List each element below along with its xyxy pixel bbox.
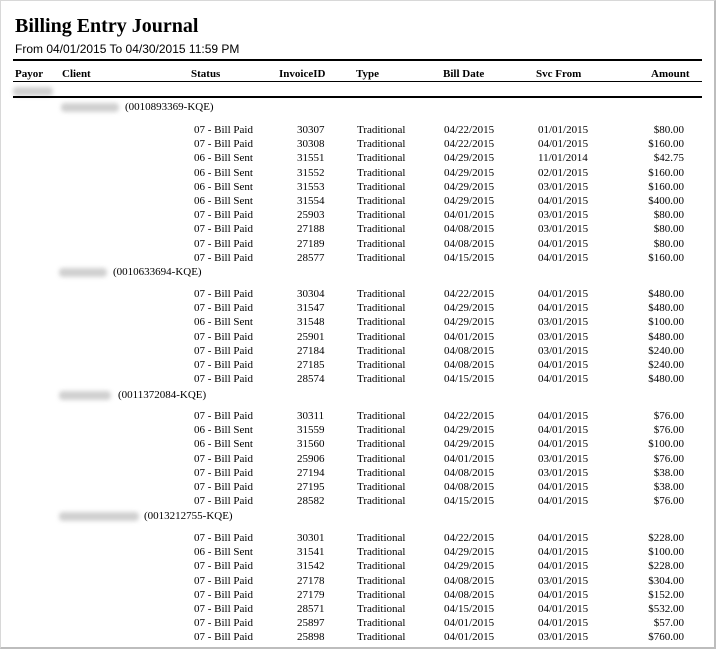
cell-invoice-id: 27189 [297,237,325,250]
cell-bill-date: 04/01/2015 [444,631,495,644]
cell-invoice-id: 30308 [297,138,325,151]
cell-bill-date: 04/22/2015 [444,124,495,136]
cell-type: Traditional [357,237,406,250]
cell-svc-from: 04/01/2015 [538,481,589,493]
cell-type: Traditional [357,481,406,493]
cell-bill-date: 04/29/2015 [444,316,495,329]
cell-amount: $240.00 [648,344,684,357]
cell-svc-from: 04/01/2015 [538,495,589,508]
cell-type: Traditional [357,195,406,207]
cell-svc-from: 04/01/2015 [538,251,589,264]
cell-amount: $38.00 [653,466,684,479]
cell-status: 07 - Bill Paid [194,302,253,315]
cell-bill-date: 04/22/2015 [444,532,495,544]
cell-amount: $80.00 [653,237,684,250]
col-header-type: Type [356,68,380,80]
cell-invoice-id: 31554 [297,195,325,207]
cell-svc-from: 04/01/2015 [538,195,589,207]
cell-invoice-id: 31548 [297,316,325,329]
cell-svc-from: 03/01/2015 [538,180,589,193]
cell-svc-from: 04/01/2015 [538,410,589,422]
cell-status: 07 - Bill Paid [194,288,253,300]
cell-type: Traditional [357,546,406,559]
cell-bill-date: 04/15/2015 [444,495,495,508]
cell-type: Traditional [357,574,406,587]
cell-type: Traditional [357,603,406,615]
cell-bill-date: 04/22/2015 [444,138,495,151]
cell-bill-date: 04/08/2015 [444,223,495,236]
cell-status: 07 - Bill Paid [194,532,253,544]
cell-bill-date: 04/29/2015 [444,152,495,165]
cell-svc-from: 04/01/2015 [538,424,589,437]
cell-amount: $480.00 [648,373,684,386]
header-rule-mid [13,81,702,82]
cell-invoice-id: 27195 [297,481,325,493]
cell-status: 07 - Bill Paid [194,466,253,479]
cell-bill-date: 04/15/2015 [444,373,495,386]
cell-invoice-id: 28574 [297,373,325,386]
cell-svc-from: 04/01/2015 [538,560,589,573]
cell-type: Traditional [357,138,406,151]
cell-status: 07 - Bill Paid [194,574,253,587]
cell-bill-date: 04/29/2015 [444,424,495,437]
cell-type: Traditional [357,330,406,343]
cell-status: 07 - Bill Paid [194,481,253,493]
cell-amount: $160.00 [648,180,684,193]
cell-invoice-id: 31551 [297,152,325,165]
cell-bill-date: 04/08/2015 [444,481,495,493]
col-header-svc-from: Svc From [536,68,582,80]
cell-bill-date: 04/08/2015 [444,359,495,371]
cell-bill-date: 04/15/2015 [444,603,495,615]
cell-type: Traditional [357,344,406,357]
cell-invoice-id: 31560 [297,438,325,451]
cell-amount: $80.00 [653,223,684,236]
cell-type: Traditional [357,251,406,264]
cell-type: Traditional [357,617,406,630]
cell-status: 07 - Bill Paid [194,344,253,357]
cell-invoice-id: 27194 [297,466,325,479]
cell-status: 07 - Bill Paid [194,251,253,264]
client-account-id: (0010633694-KQE) [113,266,202,278]
cell-svc-from: 04/01/2015 [538,617,589,630]
cell-status: 07 - Bill Paid [194,330,253,343]
cell-amount: $38.00 [653,481,684,493]
cell-bill-date: 04/22/2015 [444,288,495,300]
cell-invoice-id: 31547 [297,302,325,315]
cell-type: Traditional [357,588,406,601]
cell-bill-date: 04/29/2015 [444,546,495,559]
cell-bill-date: 04/08/2015 [444,588,495,601]
cell-type: Traditional [357,452,406,465]
cell-amount: $480.00 [648,330,684,343]
cell-bill-date: 04/01/2015 [444,330,495,343]
cell-amount: $80.00 [653,209,684,222]
cell-svc-from: 02/01/2015 [538,166,589,179]
cell-amount: $42.75 [653,152,684,165]
cell-svc-from: 04/01/2015 [538,438,589,451]
cell-svc-from: 04/01/2015 [538,373,589,386]
cell-svc-from: 03/01/2015 [538,330,589,343]
cell-type: Traditional [357,359,406,371]
header-rule-bottom [13,96,702,98]
cell-bill-date: 04/29/2015 [444,438,495,451]
cell-status: 07 - Bill Paid [194,359,253,371]
cell-bill-date: 04/29/2015 [444,166,495,179]
cell-type: Traditional [357,288,406,300]
cell-status: 07 - Bill Paid [194,617,253,630]
cell-svc-from: 03/01/2015 [538,209,589,222]
cell-invoice-id: 30304 [297,288,325,300]
cell-status: 07 - Bill Paid [194,237,253,250]
cell-invoice-id: 31552 [297,166,325,179]
cell-amount: $160.00 [648,251,684,264]
cell-amount: $400.00 [648,195,684,207]
cell-amount: $532.00 [648,603,684,615]
cell-type: Traditional [357,302,406,315]
cell-type: Traditional [357,532,406,544]
cell-svc-from: 03/01/2015 [538,574,589,587]
cell-bill-date: 04/08/2015 [444,574,495,587]
cell-amount: $160.00 [648,138,684,151]
cell-invoice-id: 25906 [297,452,325,465]
cell-invoice-id: 31542 [297,560,325,573]
cell-invoice-id: 31553 [297,180,325,193]
cell-invoice-id: 27188 [297,223,325,236]
cell-status: 06 - Bill Sent [194,438,253,451]
header-rule-top [13,59,702,61]
cell-svc-from: 03/01/2015 [538,223,589,236]
redacted-client-name [59,268,107,277]
cell-amount: $228.00 [648,532,684,544]
col-header-amount: Amount [651,68,690,80]
cell-type: Traditional [357,124,406,136]
cell-svc-from: 03/01/2015 [538,344,589,357]
cell-status: 06 - Bill Sent [194,546,253,559]
cell-svc-from: 03/01/2015 [538,466,589,479]
cell-svc-from: 04/01/2015 [538,532,589,544]
cell-type: Traditional [357,410,406,422]
cell-amount: $76.00 [653,495,684,508]
cell-amount: $152.00 [648,588,684,601]
report-date-range: From 04/01/2015 To 04/30/2015 11:59 PM [15,42,240,56]
cell-status: 07 - Bill Paid [194,209,253,222]
cell-type: Traditional [357,495,406,508]
cell-type: Traditional [357,209,406,222]
cell-type: Traditional [357,373,406,386]
cell-invoice-id: 30311 [297,410,325,422]
cell-bill-date: 04/08/2015 [444,466,495,479]
cell-status: 07 - Bill Paid [194,124,253,136]
cell-status: 06 - Bill Sent [194,195,253,207]
cell-svc-from: 04/01/2015 [538,603,589,615]
client-account-id: (0011372084-KQE) [118,389,207,401]
cell-status: 07 - Bill Paid [194,223,253,236]
cell-svc-from: 03/01/2015 [538,452,589,465]
cell-invoice-id: 28571 [297,603,325,615]
redacted-client-name [59,391,111,400]
cell-amount: $304.00 [648,574,684,587]
cell-bill-date: 04/08/2015 [444,344,495,357]
cell-bill-date: 04/29/2015 [444,195,495,207]
cell-status: 06 - Bill Sent [194,152,253,165]
cell-svc-from: 04/01/2015 [538,359,589,371]
cell-type: Traditional [357,152,406,165]
cell-status: 07 - Bill Paid [194,631,253,644]
cell-amount: $100.00 [648,546,684,559]
cell-amount: $76.00 [653,452,684,465]
cell-invoice-id: 28582 [297,495,325,508]
col-header-bill-date: Bill Date [443,68,485,80]
cell-bill-date: 04/22/2015 [444,410,495,422]
cell-svc-from: 03/01/2015 [538,631,589,644]
redacted-payor-name [13,87,53,96]
cell-amount: $228.00 [648,560,684,573]
cell-svc-from: 11/01/2014 [538,152,588,165]
cell-status: 07 - Bill Paid [194,410,253,422]
cell-status: 06 - Bill Sent [194,316,253,329]
cell-bill-date: 04/01/2015 [444,209,495,222]
col-header-status: Status [191,68,221,80]
cell-status: 07 - Bill Paid [194,588,253,601]
cell-type: Traditional [357,316,406,329]
cell-svc-from: 03/01/2015 [538,316,589,329]
cell-amount: $240.00 [648,359,684,371]
cell-amount: $160.00 [648,166,684,179]
cell-type: Traditional [357,223,406,236]
cell-amount: $57.00 [653,617,684,630]
cell-type: Traditional [357,180,406,193]
cell-status: 06 - Bill Sent [194,180,253,193]
cell-type: Traditional [357,424,406,437]
cell-invoice-id: 25897 [297,617,325,630]
cell-bill-date: 04/01/2015 [444,617,495,630]
report-title: Billing Entry Journal [15,15,199,37]
cell-type: Traditional [357,438,406,451]
cell-amount: $100.00 [648,316,684,329]
client-account-id: (0013212755-KQE) [144,510,233,522]
redacted-client-name [61,103,119,112]
cell-svc-from: 04/01/2015 [538,288,589,300]
cell-type: Traditional [357,466,406,479]
cell-bill-date: 04/29/2015 [444,180,495,193]
cell-invoice-id: 27184 [297,344,325,357]
cell-status: 07 - Bill Paid [194,452,253,465]
cell-amount: $480.00 [648,288,684,300]
cell-svc-from: 04/01/2015 [538,138,589,151]
cell-svc-from: 04/01/2015 [538,302,589,315]
col-header-payor: Payor [15,68,44,80]
cell-status: 07 - Bill Paid [194,495,253,508]
cell-type: Traditional [357,166,406,179]
cell-bill-date: 04/29/2015 [444,560,495,573]
redacted-client-name [59,512,139,521]
cell-invoice-id: 30307 [297,124,325,136]
cell-bill-date: 04/08/2015 [444,237,495,250]
cell-status: 06 - Bill Sent [194,424,253,437]
cell-bill-date: 04/15/2015 [444,251,495,264]
cell-type: Traditional [357,560,406,573]
cell-svc-from: 04/01/2015 [538,588,589,601]
cell-bill-date: 04/29/2015 [444,302,495,315]
cell-type: Traditional [357,631,406,644]
cell-invoice-id: 27179 [297,588,325,601]
cell-invoice-id: 25901 [297,330,325,343]
cell-status: 07 - Bill Paid [194,560,253,573]
cell-invoice-id: 28577 [297,251,325,264]
cell-status: 06 - Bill Sent [194,166,253,179]
cell-status: 07 - Bill Paid [194,373,253,386]
cell-invoice-id: 30301 [297,532,325,544]
cell-status: 07 - Bill Paid [194,138,253,151]
cell-amount: $76.00 [653,424,684,437]
cell-amount: $100.00 [648,438,684,451]
col-header-client: Client [62,68,91,80]
cell-amount: $480.00 [648,302,684,315]
cell-svc-from: 01/01/2015 [538,124,589,136]
client-account-id: (0010893369-KQE) [125,101,214,113]
cell-amount: $76.00 [653,410,684,422]
cell-bill-date: 04/01/2015 [444,452,495,465]
cell-svc-from: 04/01/2015 [538,237,589,250]
cell-invoice-id: 31541 [297,546,325,559]
cell-invoice-id: 25903 [297,209,325,222]
cell-status: 07 - Bill Paid [194,603,253,615]
cell-amount: $80.00 [653,124,684,136]
cell-amount: $760.00 [648,631,684,644]
cell-svc-from: 04/01/2015 [538,546,589,559]
cell-invoice-id: 27178 [297,574,325,587]
cell-invoice-id: 27185 [297,359,325,371]
col-header-invoice-id: InvoiceID [279,68,326,80]
cell-invoice-id: 31559 [297,424,325,437]
cell-invoice-id: 25898 [297,631,325,644]
